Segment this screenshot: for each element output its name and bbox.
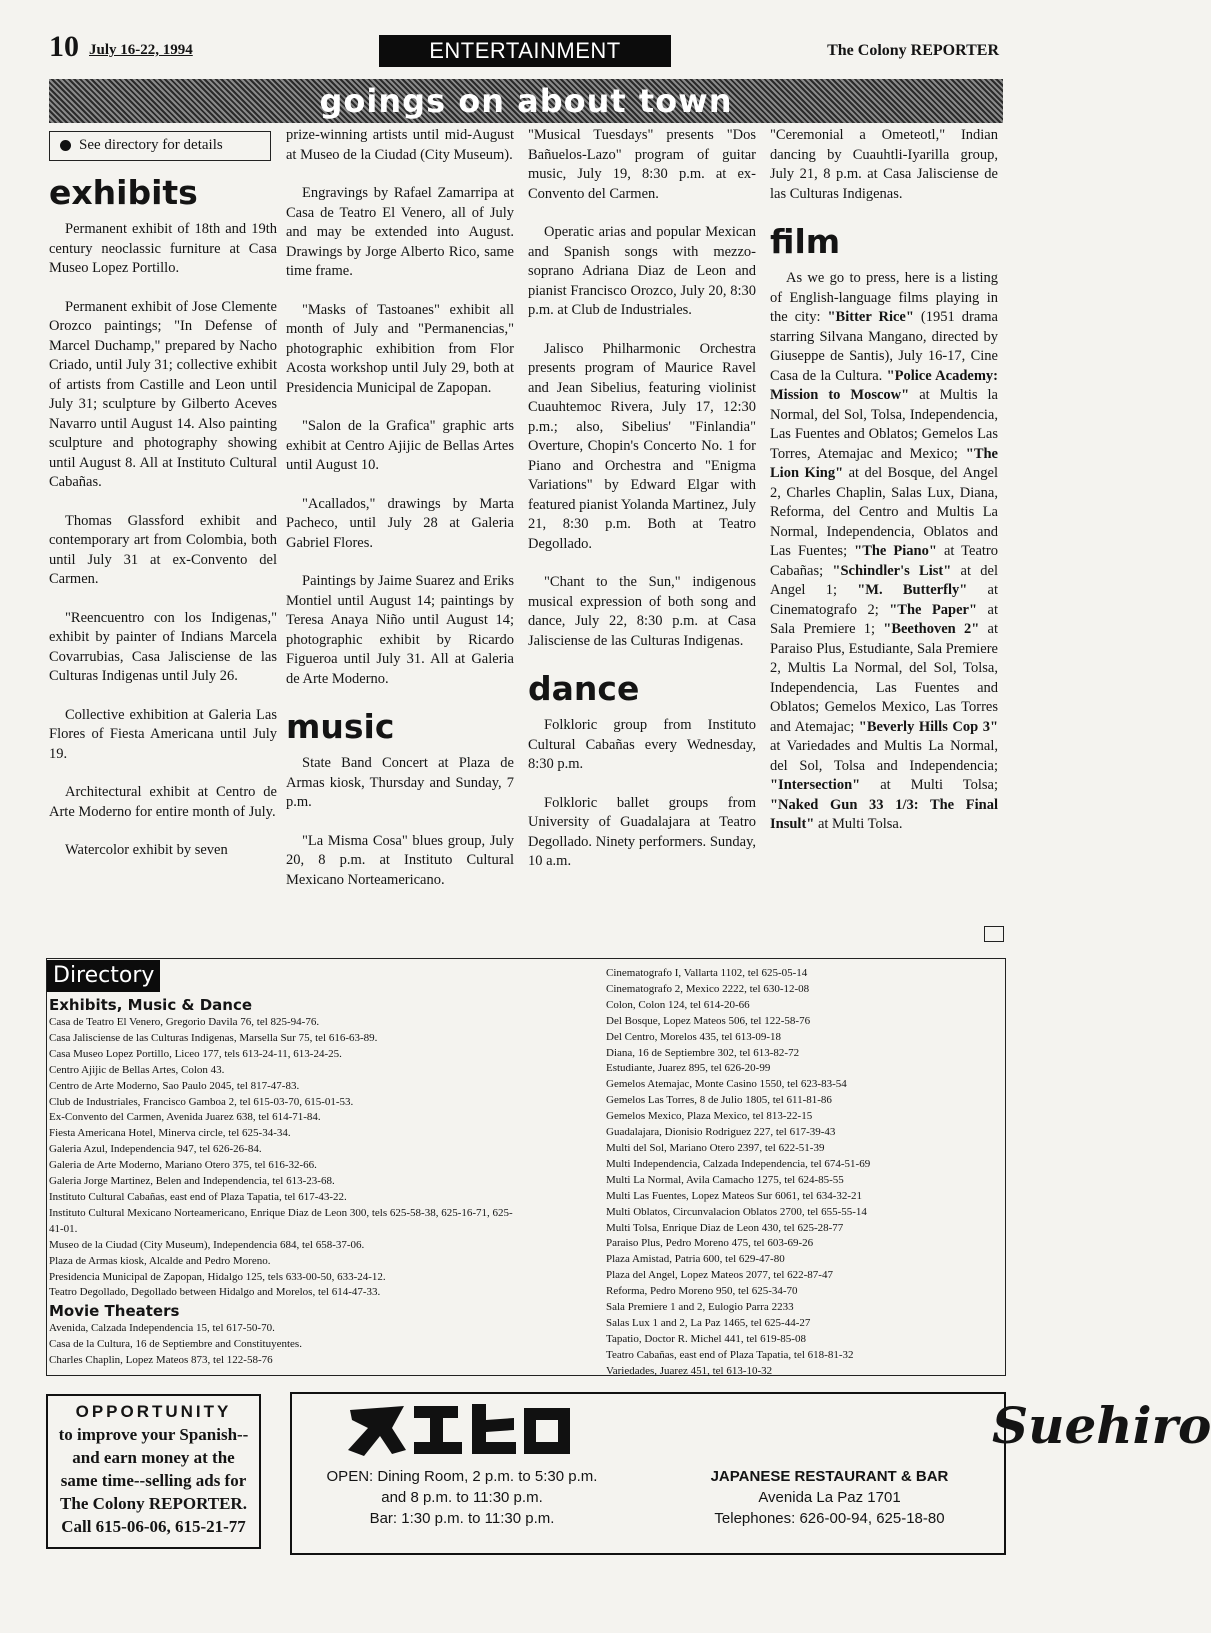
listing-paragraph: "Masks of Tastoanes" exhibit all month of July and "Permanencias," photographic exhibition from Flor Acosta workshop until July 29, both at Presidencia Municipal de Zapopan. [286,301,514,396]
listing-paragraph: Jalisco Philharmonic Orchestra presents program of Maurice Ravel and Jean Sibelius, featuring violinist Cuauhtemoc Rivera, July 17, 12:30 p.m.; also, Sibelius' "Finlandia" Overture, Chopin's Concerto No. 1 for Piano and Orchestra and "Enigma Variations" by Edward Elgar with featured pianist Yolanda Martinez, July 21, 8:30 p.m. Both at Teatro Degollado. [528,340,756,552]
column-banner [49,79,1003,123]
section-title: ENTERTAINMENT [379,35,671,67]
listing-paragraph: "Musical Tuesdays" presents "Dos Bañuelos-Lazo" program of guitar music, July 19, 8:30 p.m. at ex-Convento del Carmen. [528,127,756,202]
directory-title: Directory [47,960,160,992]
opportunity-title: OPPORTUNITY [75,1402,232,1421]
directory-left-list [49,995,519,1369]
directory-entry: Centro de Arte Moderno, Sao Paulo 2045, tel 817-47-83. [49,1079,300,1092]
film-text: at Teatro Cabañas; [770,543,998,579]
theater-entry: Multi Las Fuentes, Lopez Mateos Sur 6061, tel 634-32-21 [606,1189,863,1202]
listing-paragraph: Engravings by Rafael Zamarripa at Casa de Teatro El Venero, all of July and may be extended into August. Drawings by Jorge Alberto Rico, same time frame. [286,185,514,279]
directory-entry: Museo de la Ciudad (City Museum), Independencia 684, tel 658-37-06. [49,1238,365,1251]
theater-entry: Multi Independencia, Calzada Independencia, tel 674-51-69 [606,1157,871,1170]
directory-subheading: Movie Theaters [49,1302,180,1321]
film-text: at Multi Tolsa. [814,816,903,832]
theater-entry: Gemelos Las Torres, 8 de Julio 1805, tel 611-81-86 [606,1094,832,1107]
directory-entry: Plaza de Armas kiosk, Alcalde and Pedro Moreno. [49,1254,271,1267]
theater-entry: Colon, Colon 124, tel 614-20-66 [606,998,750,1011]
column-3 [528,126,756,891]
directory-entry: Presidencia Municipal de Zapopan, Hidalgo 125, tels 633-00-50, 633-24-12. [49,1270,386,1283]
column-1 [49,170,277,880]
theater-entry: Teatro Cabañas, east end of Plaza Tapatia, tel 618-81-32 [606,1348,854,1361]
listing-paragraph: "Salon de la Grafica" graphic arts exhibit at Centro Ajijic de Bellas Artes until August 10. [286,418,514,473]
directory-entry: Teatro Degollado, Degollado between Hidalgo and Morelos, tel 614-47-33. [49,1286,381,1299]
theater-entry: Plaza del Angel, Lopez Mateos 2077, tel 622-87-47 [606,1269,833,1282]
directory-entry: Galeria Jorge Martinez, Belen and Independencia, tel 613-23-68. [49,1175,335,1188]
film-title: "The Lion King" [770,445,998,481]
listing-paragraph: Folkloric ballet groups from University of Guadalajara at Teatro Degollado. Ninety performers. Sunday, 10 a.m. [528,794,756,869]
film-title: "Naked Gun 33 1/3: The Final Insult" [770,796,998,832]
theater-entry: Gemelos Mexico, Plaza Mexico, tel 813-22-15 [606,1110,813,1123]
theater-entry: Guadalajara, Dionisio Rodriguez 227, tel 617-39-43 [606,1126,836,1139]
ito-logo [344,1398,574,1460]
issue-date: July 16-22, 1994 [89,42,193,58]
suehiro-tagline: JAPANESE RESTAURANT & BAR [710,1468,949,1485]
listing-paragraph: "Reencuentro con los Indigenas," exhibit by painter of Indians Marcela Covarrubias, Casa Jalisciense de las Culturas Indigenas until July 26. [49,609,277,684]
theater-entry: Sala Premiere 1 and 2, Eulogio Parra 2233 [606,1301,794,1314]
theater-entry: Multi del Sol, Mariano Otero 2397, tel 622-51-39 [606,1141,825,1154]
suehiro-info [657,1466,1002,1529]
film-text: As we go to press, here is a listing of English-language films playing in the city: [770,270,998,325]
opportunity-line: same time--selling ads for [60,1471,247,1490]
film-title: "Schindler's List" [832,562,952,579]
film-text: at Multis la Normal, del Sol, Tolsa, Independencia, Las Fuentes and Oblatos; Gemelos Las Torres, Atemajac and Mexico; [770,387,998,462]
film-title: "M. Butterfly" [857,582,968,598]
banner-title: goings on about town [319,82,733,120]
directory-right-list [606,966,996,1380]
column-2 [286,126,514,909]
listing-paragraph: Collective exhibition at Galeria Las Flores of Fiesta Americana until July 19. [49,706,277,762]
ito-hours-line: OPEN: Dining Room, 2 p.m. to 5:30 p.m. [326,1468,598,1485]
directory-entry: Charles Chaplin, Lopez Mateos 873, tel 122-58-76 [49,1354,273,1367]
category-heading: dance [528,669,640,708]
directory-entry: Centro Ajijic de Bellas Artes, Colon 43. [49,1063,225,1076]
ito-info [292,1466,632,1529]
directory-entry: Instituto Cultural Mexicano Norteamericano, Enrique Diaz de Leon 300, tels 625-58-38, 625-16-71, 625-41-01. [49,1206,513,1235]
film-title: "The Piano" [854,543,937,559]
theater-entry: Del Centro, Morelos 435, tel 613-09-18 [606,1030,782,1043]
suehiro-address: Avenida La Paz 1701 [758,1489,901,1506]
theater-entry: Diana, 16 de Septiembre 302, tel 613-82-72 [606,1046,800,1059]
listing-paragraph: "La Misma Cosa" blues group, July 20, 8 p.m. at Instituto Cultural Mexicano Norteamericano. [286,832,514,888]
directory-entry: Instituto Cultural Cabañas, east end of Plaza Tapatia, tel 617-43-22. [49,1190,347,1203]
theater-entry: Multi La Normal, Avila Camacho 1275, tel 624-85-55 [606,1173,844,1186]
category-heading: film [770,222,841,261]
suehiro-phones: Telephones: 626-00-94, 625-18-80 [714,1510,945,1527]
opportunity-line: Call 615-06-06, 615-21-77 [61,1517,246,1536]
directory-entry: Galeria de Arte Moderno, Mariano Otero 375, tel 616-32-66. [49,1159,317,1172]
bullet-icon [60,140,71,151]
category-heading: music [286,707,395,746]
category-heading: exhibits [49,173,198,212]
theater-entry: Cinematografo 2, Mexico 2222, tel 630-12-08 [606,982,810,995]
theater-entry: Gemelos Atemajac, Monte Casino 1550, tel 623-83-54 [606,1078,847,1091]
theater-entry: Multi Oblatos, Circunvalacion Oblatos 2700, tel 655-55-14 [606,1205,867,1218]
listing-paragraph: Watercolor exhibit by seven [65,842,228,858]
newspaper-name: The Colony REPORTER [827,42,999,59]
film-text: at Variedades and Multis La Normal, del Sol, Tolsa and Independencia; [770,738,998,774]
ito-hours-line: Bar: 1:30 p.m. to 11:30 p.m. [369,1510,555,1527]
see-directory-note [49,131,271,161]
end-mark-icon [984,926,1004,942]
film-text: at del Angel 1; [770,562,998,598]
suehiro-logo: Suehiro [992,1396,1211,1455]
opportunity-ad [46,1394,261,1549]
listing-paragraph: "Ceremonial a Ometeotl," Indian dancing by Cuauhtli-Iyarilla group, July 21, 8 p.m. at Casa Jalisciense de las Culturas Indigenas. [770,127,998,202]
listing-paragraph: Paintings by Jaime Suarez and Eriks Montiel until August 14; paintings by Teresa Anaya Niño until August 14; photographic exhibit by Ricardo Figueroa until July 31. All at Galeria de Arte Moderno. [286,573,514,687]
listing-paragraph: "Chant to the Sun," indigenous musical expression of both song and dance, July 22, 8:30 p.m. at Casa Jalisciense de las Culturas Indigenas. [528,574,756,649]
theater-entry: Tapatio, Doctor R. Michel 441, tel 619-85-08 [606,1332,806,1345]
film-title: "Beverly Hills Cop 3" [858,718,998,735]
film-text: at Paraiso Plus, Estudiante, Sala Premiere 2, Multis La Normal, del Sol, Tolsa, Independencia, Las Fuentes and Oblatos; Gemelos Mexico, Las Torres and Atemajac; [770,621,998,735]
opportunity-line: to improve your Spanish-- [58,1425,249,1444]
directory-subheading: Exhibits, Music & Dance [49,996,253,1014]
listing-paragraph: Permanent exhibit of Jose Clemente Orozco paintings; "In Defense of Marcel Duchamp," prepared by Nacho Criado, until July 31; collective exhibit of artists from Castille and Leon until July 31; sculpture by Gilberto Aceves Navarro until August 14. Also painting sculpture and photography showing until August 8. All at Instituto Cultural Cabañas. [49,298,277,490]
theater-entry: Del Bosque, Lopez Mateos 506, tel 122-58-76 [606,1014,811,1027]
film-title: "Police Academy: Mission to Moscow" [770,367,998,403]
opportunity-line: and earn money at the [72,1448,235,1467]
film-text: at Sala Premiere 1; [770,601,998,637]
directory-entry: Casa Museo Lopez Portillo, Liceo 177, tels 613-24-11, 613-24-25. [49,1047,342,1060]
directory-entry: Casa de Teatro El Venero, Gregorio Davila 76, tel 825-94-76. [49,1016,320,1028]
film-title: "Beethoven 2" [883,621,980,637]
directory-entry: Casa de la Cultura, 16 de Septiembre and Constituyentes. [49,1338,302,1351]
listing-paragraph: Operatic arias and popular Mexican and Spanish songs with mezzo-soprano Adriana Diaz de Leon and pianist Francisco Orozco, July 20, 8:30 p.m. at Club de Industriales. [528,224,756,318]
theater-entry: Variedades, Juarez 451, tel 613-10-32 [606,1364,773,1377]
see-directory-text: See directory for details [79,137,223,153]
column-4 [770,126,998,854]
theater-entry: Plaza Amistad, Patria 600, tel 629-47-80 [606,1253,785,1266]
listing-paragraph: Permanent exhibit of 18th and 19th century neoclassic furniture at Casa Museo Lopez Portillo. [49,221,277,276]
directory-entry: Casa Jalisciense de las Culturas Indigenas, Marsella Sur 75, tel 616-63-89. [49,1031,378,1044]
restaurant-ad [290,1392,1211,1555]
listing-paragraph: State Band Concert at Plaza de Armas kiosk, Thursday and Sunday, 7 p.m. [286,755,514,810]
film-text: at Cinematografo 2; [770,582,998,618]
theater-entry: Salas Lux 1 and 2, La Paz 1465, tel 625-44-27 [606,1316,811,1329]
film-text: at Multi Tolsa; [860,777,998,793]
listing-paragraph: Architectural exhibit at Centro de Arte Moderno for entire month of July. [49,784,277,820]
film-title: "The Paper" [889,601,978,618]
page-number: 10 [49,30,79,63]
opportunity-line: The Colony REPORTER. [60,1494,247,1513]
directory-entry: Club de Industriales, Francisco Gamboa 2, tel 615-03-70, 615-01-53. [49,1095,354,1108]
directory-entry: Avenida, Calzada Independencia 15, tel 617-50-70. [49,1322,275,1335]
theater-entry: Reforma, Pedro Moreno 950, tel 625-34-70 [606,1285,798,1298]
film-title: "Intersection" [770,777,861,793]
listing-paragraph: "Acallados," drawings by Marta Pacheco, until July 28 at Galeria Gabriel Flores. [286,495,514,551]
ito-hours-line: and 8 p.m. to 11:30 p.m. [381,1489,543,1506]
theater-entry: Paraiso Plus, Pedro Moreno 475, tel 603-69-26 [606,1237,814,1250]
film-listing [770,269,998,835]
directory-entry: Galeria Azul, Independencia 947, tel 626-26-84. [49,1143,262,1156]
film-title: "Bitter Rice" [827,309,914,325]
directory-entry: Fiesta Americana Hotel, Minerva circle, tel 625-34-34. [49,1127,291,1140]
directory-entry: Ex-Convento del Carmen, Avenida Juarez 638, tel 614-71-84. [49,1111,321,1124]
listing-paragraph: prize-winning artists until mid-August at Museo de la Ciudad (City Museum). [286,127,514,163]
listing-paragraph: Folkloric group from Instituto Cultural Cabañas every Wednesday, 8:30 p.m. [528,717,756,772]
theater-entry: Cinematografo I, Vallarta 1102, tel 625-05-14 [606,967,808,979]
theater-entry: Multi Tolsa, Enrique Diaz de Leon 430, tel 625-28-77 [606,1221,844,1234]
film-text: (1951 drama starring Silvana Mangano, directed by Giuseppe de Santis), July 16-17, Cine Casa de la Cultura. [770,309,998,384]
theater-entry: Estudiante, Juarez 895, tel 626-20-99 [606,1062,771,1075]
film-text: at del Bosque, del Angel 2, Charles Chaplin, Salas Lux, Diana, Reforma, del Centro and Multis La Normal, Independencia, Oblatos and Las Fuentes; [770,465,999,559]
listing-paragraph: Thomas Glassford exhibit and contemporary art from Colombia, both until July 31 at ex-Convento del Carmen. [49,512,277,587]
